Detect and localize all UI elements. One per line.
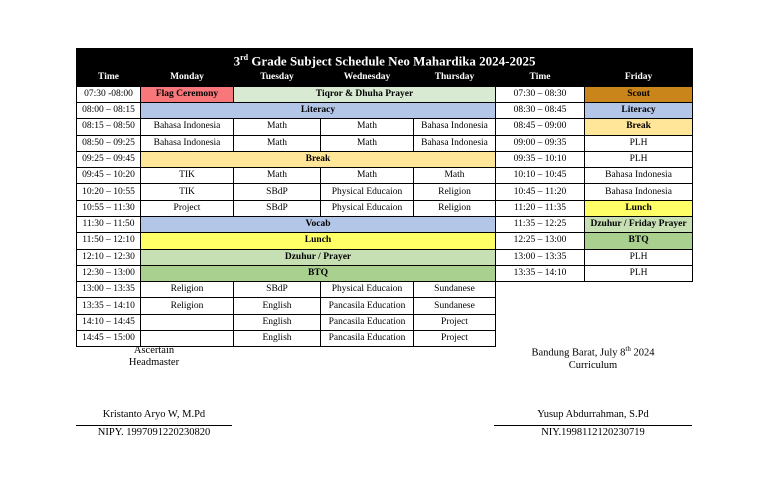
friday-time-cell: 08:30 – 08:45 (496, 102, 585, 118)
table-row (77, 314, 693, 330)
subject-cell: Physical Educaion (321, 184, 414, 200)
table-row (77, 265, 693, 281)
subject-cell: Sundanese (414, 298, 496, 314)
subject-cell: Religion (141, 298, 234, 314)
time-cell: 10:20 – 10:55 (77, 184, 141, 200)
friday-subject-cell: Dzuhur / Friday Prayer (585, 217, 693, 233)
left-signature-block (76, 345, 232, 368)
subject-cell: BTQ (141, 265, 496, 281)
headmaster-label: Headmaster (128, 357, 180, 368)
empty-cell (496, 298, 585, 314)
time-cell: 07:30 -08:00 (77, 86, 141, 102)
header-tuesday: Tuesday (234, 70, 321, 86)
friday-time-cell: 13:35 – 14:10 (496, 265, 585, 281)
subject-cell: Bahasa Indonesia (141, 135, 234, 151)
subject-cell: English (234, 298, 321, 314)
subject-cell: Bahasa Indonesia (414, 135, 496, 151)
subject-cell (141, 314, 234, 330)
friday-time-cell: 13:00 – 13:35 (496, 249, 585, 265)
friday-subject-cell: Break (585, 119, 693, 135)
subject-cell: TIK (141, 168, 234, 184)
time-cell: 13:35 – 14:10 (77, 298, 141, 314)
schedule-table (76, 48, 693, 347)
curriculum-label: Curriculum (568, 359, 618, 371)
time-cell: 08:00 – 08:15 (77, 102, 141, 118)
header-time: Time (496, 70, 585, 86)
time-cell: 08:50 – 09:25 (77, 135, 141, 151)
subject-cell: Tiqror & Dhuha Prayer (234, 86, 496, 102)
subject-cell: Math (321, 168, 414, 184)
ascertain-label: Ascertain (133, 345, 175, 356)
empty-cell (585, 282, 693, 298)
subject-cell: Bahasa Indonesia (414, 119, 496, 135)
subject-cell: SBdP (234, 200, 321, 216)
subject-cell: Literacy (141, 102, 496, 118)
subject-cell: Project (414, 331, 496, 347)
time-cell: 14:45 – 15:00 (77, 331, 141, 347)
friday-time-cell: 09:35 – 10:10 (496, 151, 585, 167)
right-signature-line (494, 425, 692, 426)
friday-subject-cell: PLH (585, 249, 693, 265)
place-date-label: Bandung Barat, July 8th 2024 (531, 345, 655, 359)
empty-cell (585, 298, 693, 314)
subject-cell: Math (234, 119, 321, 135)
table-row (77, 119, 693, 135)
header-friday: Friday (585, 70, 693, 86)
empty-cell (496, 314, 585, 330)
table-row (77, 184, 693, 200)
subject-cell: Bahasa Indonesia (141, 119, 234, 135)
header-wednesday: Wednesday (321, 70, 414, 86)
subject-cell: SBdP (234, 184, 321, 200)
subject-cell: Math (414, 168, 496, 184)
friday-time-cell: 10:10 – 10:45 (496, 168, 585, 184)
schedule-title: 3rd Grade Subject Schedule Neo Mahardika 2024-2025 (77, 49, 693, 70)
friday-subject-cell: PLH (585, 151, 693, 167)
subject-cell: Flag Ceremony (141, 86, 234, 102)
subject-cell: Sundanese (414, 282, 496, 298)
subject-cell: English (234, 331, 321, 347)
friday-time-cell: 12:25 – 13:00 (496, 233, 585, 249)
friday-time-cell: 07:30 – 08:30 (496, 86, 585, 102)
left-signature-line (76, 425, 232, 426)
friday-subject-cell: Lunch (585, 200, 693, 216)
friday-time-cell: 08:45 – 09:00 (496, 119, 585, 135)
subject-cell: Religion (414, 184, 496, 200)
empty-cell (585, 314, 693, 330)
time-cell: 09:45 – 10:20 (77, 168, 141, 184)
subject-cell: Break (141, 151, 496, 167)
table-row (77, 168, 693, 184)
curriculum-id: NIY.1998112120230719 (541, 427, 645, 438)
subject-cell: Pancasila Education (321, 331, 414, 347)
table-row (77, 282, 693, 298)
headmaster-id: NIPY. 1997091220230820 (97, 427, 211, 438)
header-row (77, 70, 693, 86)
table-row (77, 86, 693, 102)
subject-cell: Math (321, 135, 414, 151)
time-cell: 08:15 – 08:50 (77, 119, 141, 135)
time-cell: 14:10 – 14:45 (77, 314, 141, 330)
subject-cell: Pancasila Education (321, 314, 414, 330)
curriculum-name: Yusup Abdurrahman, S.Pd (537, 409, 649, 420)
friday-time-cell: 10:45 – 11:20 (496, 184, 585, 200)
subject-cell: Physical Educaion (321, 200, 414, 216)
time-cell: 10:55 – 11:30 (77, 200, 141, 216)
table-row (77, 200, 693, 216)
subject-cell: Math (321, 119, 414, 135)
schedule-body (77, 86, 693, 347)
time-cell: 12:10 – 12:30 (77, 249, 141, 265)
header-monday: Monday (141, 70, 234, 86)
time-cell: 09:25 – 09:45 (77, 151, 141, 167)
subject-cell: Religion (414, 200, 496, 216)
subject-cell: Math (234, 168, 321, 184)
friday-subject-cell: Literacy (585, 102, 693, 118)
subject-cell: Vocab (141, 217, 496, 233)
table-row (77, 102, 693, 118)
friday-subject-cell: PLH (585, 135, 693, 151)
time-cell: 12:30 – 13:00 (77, 265, 141, 281)
subject-cell: Lunch (141, 233, 496, 249)
empty-cell (496, 282, 585, 298)
table-row (77, 249, 693, 265)
subject-cell: TIK (141, 184, 234, 200)
friday-time-cell: 11:20 – 11:35 (496, 200, 585, 216)
time-cell: 13:00 – 13:35 (77, 282, 141, 298)
right-signature-block (494, 345, 692, 371)
table-row (77, 298, 693, 314)
table-row (77, 135, 693, 151)
table-row (77, 217, 693, 233)
subject-cell: Pancasila Education (321, 298, 414, 314)
subject-cell: Physical Educaion (321, 282, 414, 298)
headmaster-name: Kristanto Aryo W, M.Pd (102, 409, 206, 420)
friday-time-cell: 09:00 – 09:35 (496, 135, 585, 151)
table-row (77, 151, 693, 167)
table-row (77, 233, 693, 249)
friday-subject-cell: Scout (585, 86, 693, 102)
friday-subject-cell: PLH (585, 265, 693, 281)
friday-time-cell: 11:35 – 12:25 (496, 217, 585, 233)
subject-cell: Religion (141, 282, 234, 298)
subject-cell: Project (141, 200, 234, 216)
time-cell: 11:30 – 11:50 (77, 217, 141, 233)
friday-subject-cell: Bahasa Indonesia (585, 184, 693, 200)
time-cell: 11:50 – 12:10 (77, 233, 141, 249)
subject-cell: Math (234, 135, 321, 151)
subject-cell: Project (414, 314, 496, 330)
header-thursday: Thursday (414, 70, 496, 86)
subject-cell: English (234, 314, 321, 330)
subject-cell: SBdP (234, 282, 321, 298)
subject-cell: Dzuhur / Prayer (141, 249, 496, 265)
header-time: Time (77, 70, 141, 86)
friday-subject-cell: Bahasa Indonesia (585, 168, 693, 184)
friday-subject-cell: BTQ (585, 233, 693, 249)
